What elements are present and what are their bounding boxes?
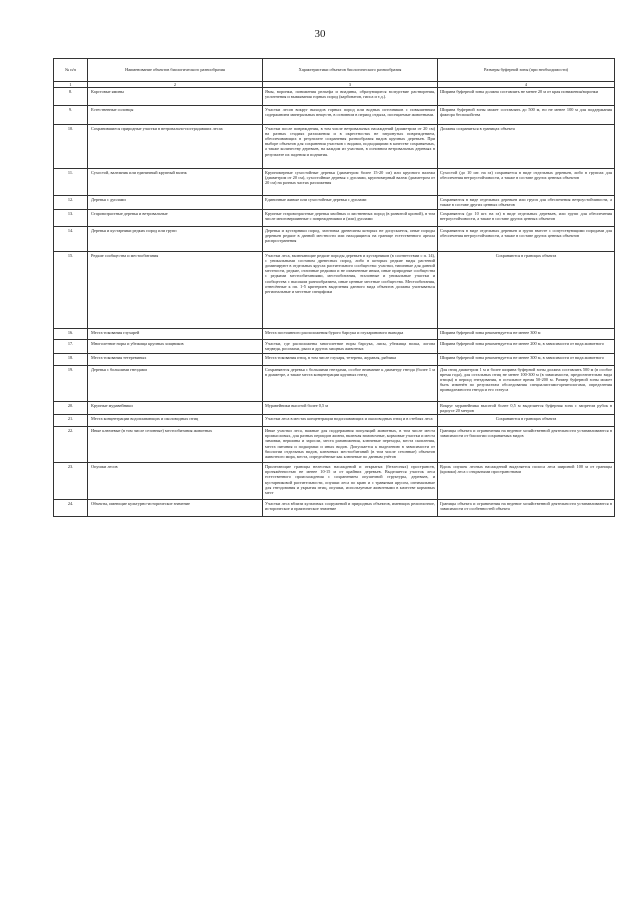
table-row (54, 125, 615, 169)
row-number: 10. (54, 125, 88, 169)
object-characteristics: Участки леса, включающие редкие породы деревьев и кустарников (в соответствии с п. 14), с уникальными составом древесных пород, либо в которых редкие виды растений доминируют в отдельных ярусах растительного сообщества: участки, типичные для данной местности, редкие, отличные редкими и не охваченные иным, иные природные сообщества с редкими местообитаниями, местообитания, эталонные и уникальные участки и сообщества с высоким разнообразием, иные ценные местные сообщества. Местообитания, отнесённые к пп. 1-5 критериев выделения данного вида объектов должны учитываться региональные и местные специфики (263, 252, 438, 329)
buffer-zone-size: Ширина буферной зоны рекомендуется не менее 300 м, в зависимости от вида животного (438, 354, 615, 366)
row-number: 9. (54, 106, 88, 125)
table-row (54, 252, 615, 329)
row-number: 22. (54, 427, 88, 463)
table-row (54, 329, 615, 340)
object-characteristics: Участки лесов вокруг выходов горных пород или водных источников с повышенным содержанием минеральных веществ, в основном в период отдыха, посещаемые животными. (263, 106, 438, 125)
object-name: Места концентрации водоплавающих и околоводных птиц (88, 415, 263, 427)
buffer-zone-size: Сохраняются в границах объекта (438, 252, 615, 329)
object-characteristics: Сохраняются деревья с большими гнездами, особое внимание к диаметру гнезда (более 1 м в диаметре, а также места концентрации крупных гнезд (263, 366, 438, 402)
buffer-zone-size: Границы объекта и ограничения на ведение хозяйственной деятельности устанавливаются в зависимости от особенностей объекта (438, 500, 615, 517)
buffer-zone-size: Должны сохраняться в границах объекта (438, 125, 615, 169)
table-row (54, 88, 615, 106)
header-characteristics: Характеристики объектов биологического разнообразия (263, 59, 438, 82)
row-number: 19. (54, 366, 88, 402)
object-characteristics: Участки леса в местах концентрации водоплавающих и околоводных птиц и в стеблях леса (263, 415, 438, 427)
buffer-zone-size: Сохраняются в виде отдельных деревьев и групп вместе с сопутствующими породами для обеспечения ветроустойчивости, а также в составе других ценных объектов (438, 227, 615, 252)
row-number: 16. (54, 329, 88, 340)
table-header-row (54, 59, 615, 82)
object-name: Опушки лесов (88, 463, 263, 500)
buffer-zone-size: Ширина буферной зоны рекомендуется не менее 200 м, в зависимости от вида животного (438, 340, 615, 354)
table-row (54, 210, 615, 227)
object-characteristics: Участки леса вблизи культовых сооружений и природных объектов, имеющих религиозное, историческое и практическое значение (263, 500, 438, 517)
table-row (54, 227, 615, 252)
object-characteristics: Деревья и кустарники пород, заготовка древесины которых не допускается, иные породы деревьев редкие в данной местности или находящиеся на границе естественного ареала распространения (263, 227, 438, 252)
object-characteristics: Места постоянного расположения бурого барсука и глухаринового выводка (263, 329, 438, 340)
column-number: 3 (263, 82, 438, 88)
row-number: 17. (54, 340, 88, 354)
column-number: 4 (438, 82, 615, 88)
row-number: 18. (54, 354, 88, 366)
table-row (54, 427, 615, 463)
object-name: Деревья с дуплами (88, 196, 263, 210)
object-name: Крупные муравейники (88, 402, 263, 415)
buffer-zone-size: Сохраняются в границах объекта (438, 415, 615, 427)
row-number: 14. (54, 227, 88, 252)
header-object-name: Наименование объектов биологического разнообразия (88, 59, 263, 82)
table-row (54, 169, 615, 196)
object-name: Естественные солонцы (88, 106, 263, 125)
object-characteristics: Крупные старовозрастные деревья хвойных и лиственных пород (в развитой кроной), в том числе многовершинные с повреждениями и (или) дуплами (263, 210, 438, 227)
table-row (54, 463, 615, 500)
buffer-zone-size: Вокруг муравейника высотой более 0,5 м выделяется буферная зона с запретом рубок в радиусе 20 метров (438, 402, 615, 415)
object-characteristics: Ямы, воронки, понижения рельефа и впадины, образующиеся вследствие растворения, уплотнения и вымывания горных пород (карбонатов, гипса и т.д.). (263, 88, 438, 106)
row-number: 20. (54, 402, 88, 415)
table-row (54, 354, 615, 366)
object-name: Деревья с большими гнездами (88, 366, 263, 402)
object-name: Иные ключевые (в том числе сезонные) местообитания животных (88, 427, 263, 463)
object-name: Карстовые ямины (88, 88, 263, 106)
row-number: 15. (54, 252, 88, 329)
object-name: Сохранившиеся природные участки в ветровально-пострадавших лесах (88, 125, 263, 169)
object-name: Объекты, имеющие культурно-историческое значение (88, 500, 263, 517)
row-number: 12. (54, 196, 88, 210)
object-name: Деревья и кустарники редких пород или групп (88, 227, 263, 252)
object-characteristics: Крупномерные сухостойные деревья (диаметром более 15-20 см) или крупного валежа (диаметром от 20 см), сухостойные деревья с дуплами, крупномерный валеж (диаметром от 20 см) на разных частях разложения (263, 169, 438, 196)
object-characteristics: Иные участки леса, важные для поддержания популяций животных, в том числе места промысловых, для разных периодов жизни, включая зимовочные, кормовые участки и места зимовки, вершины и заросли, места размножения, ключевые переходы, места скопления, места питания и подкормки и иных видов. Допускается к выделению в зависимости от биологии отдельных видов, ключевых местообитаний (в том числе сезонные) объектов животного мира, места, определённые как ключевые по данным учётов (263, 427, 438, 463)
table-row (54, 340, 615, 354)
row-number: 21. (54, 415, 88, 427)
buffer-zone-size: Для птиц диаметром 1 м и более ширина буферной зоны должна составлять 500 м (в особое время года), для остальных птиц не менее 100-300 м (в зависимости, предпочтительно вида птицы) в период гнездования, в остальное время 50-200 м. Размер буферной зоны может быть изменён по результатам обследования специалистами-орнитологами, определения принадлежности гнезда и его статуса (438, 366, 615, 402)
row-number: 23. (54, 463, 88, 500)
object-name: Многолетние норы и убежища крупных хищников (88, 340, 263, 354)
buffer-zone-size: Вдоль опушек лесных насаждений выделяется полоса леса шириной 100 м от границы (кромки) леса с открытыми пространствами (438, 463, 615, 500)
object-characteristics: Участки, где расположены многолетние норы барсука, лисы, убежища волка, логова медведя, росомахи, рыси и других хищных животных (263, 340, 438, 354)
object-characteristics: Единичные живые или сухостойные деревья с дуплами (263, 196, 438, 210)
object-characteristics: Участки после повреждения, в том числе ветровальных насаждений (диаметром от 20 см) на разных стадиях разложения и в окрестностях не затронутых повреждением, обеспечивающих в результате сохранения разнообразия видов крупных деревьев. При выборе объектов для сохранения участков с видами, подходящими в качестве сохраняемых, а также количеству деревьев, на каждом из участков, в основном ветровальных деревьях в результате их падения и поднятия. (263, 125, 438, 169)
table-row (54, 402, 615, 415)
object-characteristics: Прилегающие границы нелесных насаждений и открытых (безлесных) пространств, протяжённостью не менее 10-15 м от крайних деревьев. Выделяется участок леса естественного происхождения с сохранением опушечной структуры, деревьев, и кустарниковой растительности, опушки леса по краю и с травяным ярусом, оптимальные для гнездования и укрытия птиц, опушки, используемые животными в качестве кормовых мест (263, 463, 438, 500)
object-name: Места токования тетеревиных (88, 354, 263, 366)
table-row (54, 196, 615, 210)
buffer-zone-size: Сохраняются в виде отдельных деревьев или групп для обеспечения ветроустойчивости, а также в составе других ценных объектов (438, 196, 615, 210)
object-name: Места токования глухарей (88, 329, 263, 340)
object-characteristics: Места токования птиц, в том числе глухаря, тетерева, журавля, рябчика (263, 354, 438, 366)
biodiversity-objects-table (53, 58, 615, 517)
table-row (54, 415, 615, 427)
buffer-zone-size: Сухостой (до 10 шт. на га) сохраняется в виде отдельных деревьев, либо в группах для обеспечения ветроустойчивости, а также в составе других ценных объектов (438, 169, 615, 196)
object-characteristics: Муравейники высотой более 0,5 м (263, 402, 438, 415)
table-row (54, 106, 615, 125)
buffer-zone-size: Ширина буферной зоны рекомендуется не менее 300 м (438, 329, 615, 340)
header-number: № п/п (54, 59, 88, 82)
buffer-zone-size: Ширина буферной зоны может составлять до 500 м, но не менее 100 м для поддержания фактора беспокойства (438, 106, 615, 125)
column-number: 2 (88, 82, 263, 88)
row-number: 8. (54, 88, 88, 106)
header-buffer-zone: Размеры буферной зоны (при необходимости) (438, 59, 615, 82)
page-number: 30 (314, 28, 326, 40)
row-number: 24. (54, 500, 88, 517)
row-number: 13. (54, 210, 88, 227)
table-row (54, 500, 615, 517)
buffer-zone-size: Ширина буферной зоны должна составлять не менее 20 м от края понижения/воронки (438, 88, 615, 106)
buffer-zone-size: Границы объекта и ограничения на ведение хозяйственной деятельности устанавливаются в зависимости от биологии сохраняемых видов (438, 427, 615, 463)
object-name: Сухостой, валежник или единичный крупный валеж (88, 169, 263, 196)
row-number: 11. (54, 169, 88, 196)
object-name: Редкие сообщества и местообитания (88, 252, 263, 329)
table-row (54, 366, 615, 402)
buffer-zone-size: Сохраняются (до 10 шт. на га) в виде отдельных деревьев, или групп для обеспечения ветроустойчивости, а также в составе других ценных объектов (438, 210, 615, 227)
column-number: 1 (54, 82, 88, 88)
object-name: Старовозрастные деревья и ветровальные (88, 210, 263, 227)
